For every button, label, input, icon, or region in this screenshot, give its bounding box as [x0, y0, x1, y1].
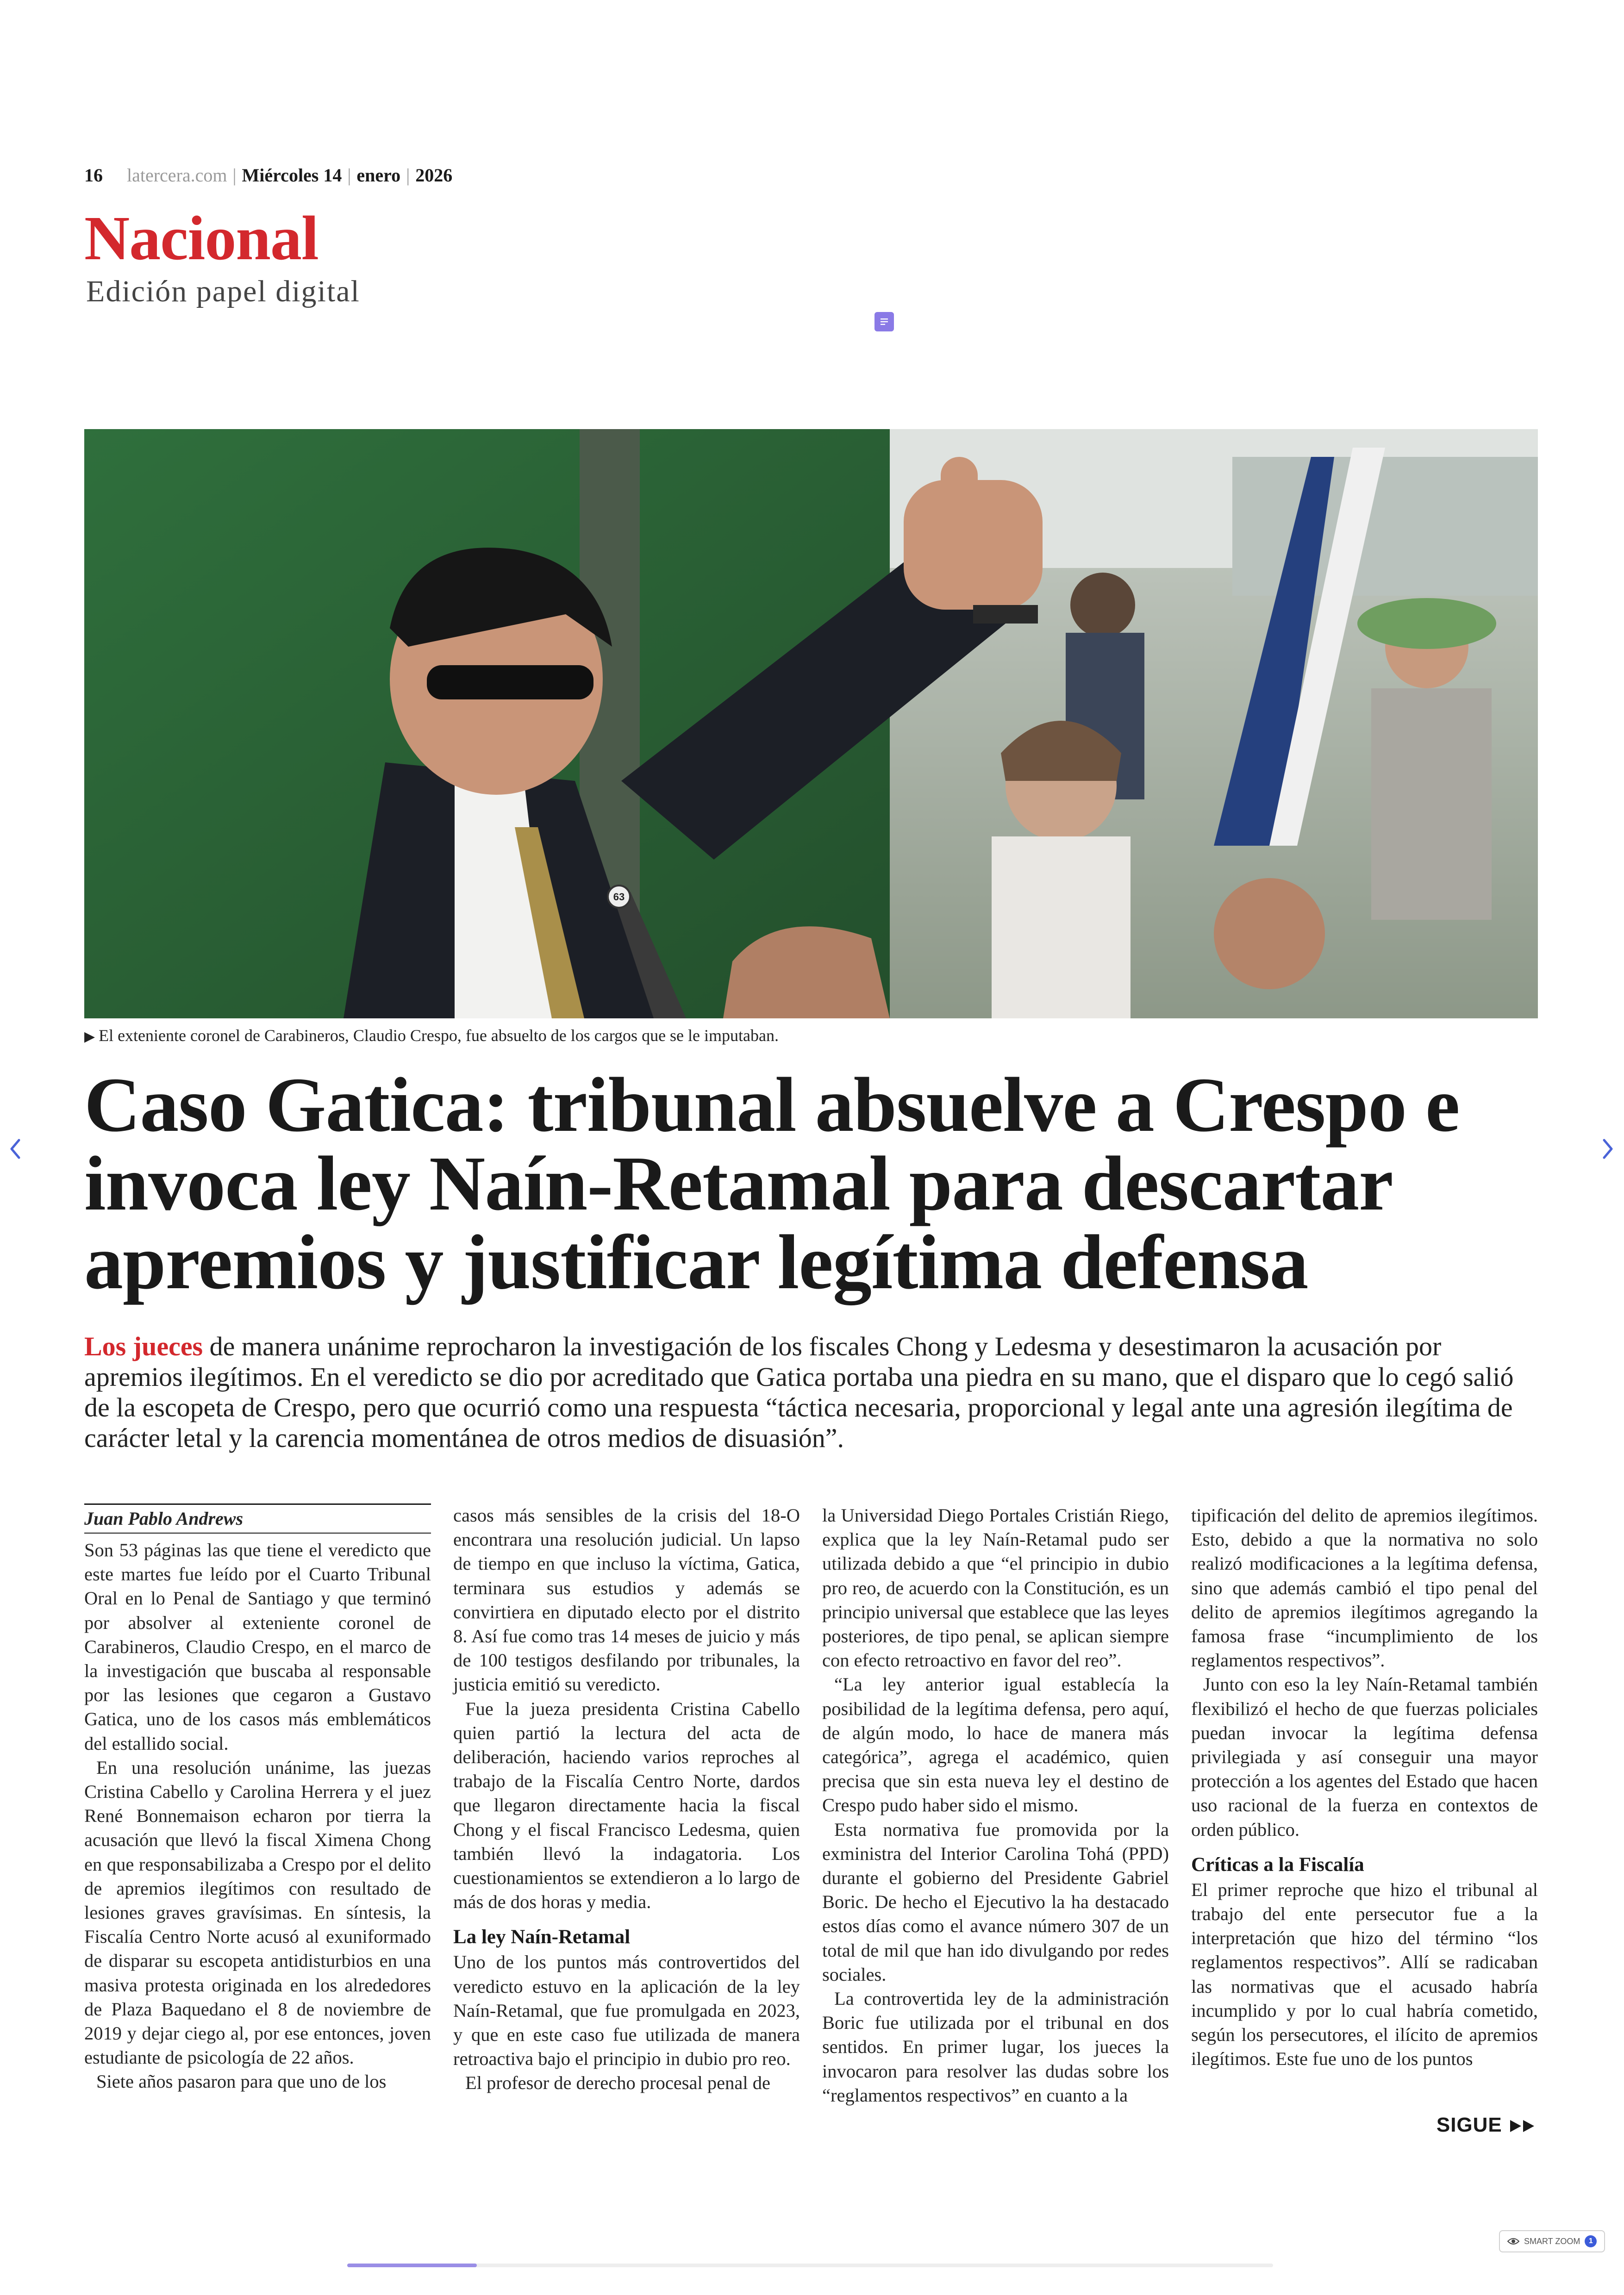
- caption-arrow-icon: ▶: [84, 1029, 95, 1044]
- photo-caption: [84, 1024, 1538, 1048]
- byline: Juan Pablo Andrews: [84, 1503, 431, 1534]
- reading-progress-fill: [347, 2264, 477, 2267]
- sunglasses: [427, 665, 593, 699]
- body-paragraph: Son 53 páginas las que tiene el veredicto que este martes fue leído por el Cuarto Tribunal Oral en lo Penal de Santiago y que terminó por absolver al exteniente coronel de Carabineros, Claudio Crespo, en el marco de la investigación que buscaba al responsable por las lesiones que cegaron a Gustavo Gatica, uno de los casos más emblemáticos del estallido social.: [84, 1540, 431, 1754]
- headline: [84, 1062, 1566, 1305]
- body-paragraph: Siete años pasaron para que uno de los: [96, 2071, 387, 2092]
- menu-icon[interactable]: [874, 312, 894, 331]
- body-paragraph: El profesor de derecho procesal penal de: [465, 2072, 770, 2094]
- folio-divider: |: [347, 164, 351, 186]
- lead-paragraph: [84, 1331, 1519, 1453]
- menu-lines-icon: [878, 316, 890, 328]
- headline-line-1: Caso Gatica: tribunal absuelve a Crespo e: [84, 1062, 1460, 1148]
- article-body: [84, 1503, 1538, 2114]
- lead-text: de manera unánime reprocharon la investigación de los fiscales Chong y Ledesma y desestimaron la acusación por apremios ilegítimos. En el veredicto se dio por acreditado que Gatica portaba una piedra en su mano, que el disparo que lo cegó salió de la escopeta de Crespo, pero que ocurrió como una respuesta “táctica necesaria, proporcional y legal ante una agresión ilegítima de carácter letal y la carencia momentánea de otros medios de disuasión”.: [84, 1331, 1514, 1453]
- headline-line-3: apremios y justificar legítima defensa: [84, 1219, 1308, 1305]
- body-paragraph: Fue la jueza presidenta Cristina Cabello quien partió la lectura del acta de deliberación, haciendo varios reproches al trabajo de la Fiscalía Centro Norte, dardos que llegaron directamente hacia la fiscal Chong y el fiscal Francisco Ledesma, quien también llevó la indagatoria. Los cuestionamientos se extendieron a lo largo de más de dos horas y media.: [453, 1698, 800, 1913]
- site-name: latercera.com: [127, 164, 227, 186]
- body-paragraph: Esta normativa fue promovida por la exministra del Interior Carolina Tohá (PPD) durante el gobierno del Presidente Gabriel Boric. De hecho el Ejecutivo la ha destacado estos días como el avance número 307 de un total de mil que han ido divulgando por redes sociales.: [822, 1819, 1169, 1985]
- article-column-3: [822, 1503, 1169, 2114]
- edition-label: Edición papel digital: [86, 274, 360, 308]
- subheading-nain-retamal: La ley Naín-Retamal: [453, 1926, 631, 1948]
- eye-icon: [1507, 2237, 1519, 2245]
- chevron-right-icon[interactable]: [1599, 1135, 1618, 1163]
- body-paragraph: la Universidad Diego Portales Cristián Riego, explica que la ley Naín-Retamal pudo ser utilizada debido a que “el principio in dubio pro reo, de acuerdo con la Constitución, es un principio universal que establece que las leyes posteriores, de tipo penal, se aplican siempre con efecto retroactivo en favor del reo”.: [822, 1505, 1169, 1671]
- caption-text: El exteniente coronel de Carabineros, Claudio Crespo, fue absuelto de los cargos que se le imputaban.: [99, 1026, 779, 1045]
- date-month: enero: [356, 164, 401, 186]
- subheading-criticas: Críticas a la Fiscalía: [1191, 1853, 1364, 1876]
- body-paragraph: Junto con eso la ley Naín-Retamal también flexibilizó el hecho de que fuerzas policiales puedan invocar la legítima defensa privilegiada y así conseguir una mayor protección a los agentes del Estado que hacen uso racional de la fuerza en contextos de orden público.: [1191, 1674, 1538, 1840]
- body-paragraph: En una resolución unánime, las juezas Cristina Cabello y Carolina Herrera y el juez René Bonnemaison echaron por tierra la acusación que llevó la fiscal Ximena Chong en que responsabilizaba a Crespo por el delito de apremios ilegítimos con resultado de lesiones graves gravísimas. En síntesis, la Fiscalía Centro Norte acusó al exuniformado de disparar su escopeta antidisturbios en una masiva protesta originada en los alrededores de Plaza Baquedano el 8 de noviembre de 2019 y dejar ciego al, por ese entonces, joven estudiante de psicología de 22 años.: [84, 1757, 431, 2068]
- lead-photo: [84, 429, 1538, 1018]
- page-folio: [84, 162, 452, 188]
- play-arrow-icon: [1508, 2118, 1538, 2134]
- continues-label: SIGUE: [1436, 2114, 1502, 2136]
- article-column-1: [84, 1503, 431, 2114]
- chevron-left-icon[interactable]: [6, 1135, 24, 1163]
- smart-zoom-button[interactable]: [1499, 2230, 1605, 2252]
- body-paragraph: casos más sensibles de la crisis del 18-O encontrara una resolución judicial. Un lapso de tiempo en que incluso la víctima, Gatica, terminara sus estudios y además se convirtiera en diputado electo por el distrito 8. Así fue como tras 14 meses de juicio y más de 100 testigos desfilando por tribunales, la justicia emitió su veredicto.: [453, 1505, 800, 1695]
- body-paragraph: “La ley anterior igual establecía la posibilidad de la legítima defensa, pero aquí, de algún modo, lo hace de manera más categórica”, agrega el académico, quien precisa que sin esta nueva ley el destino de Crespo pudo haber sido el mismo.: [822, 1674, 1169, 1816]
- date-year: 2026: [415, 164, 453, 186]
- reading-progress-bar[interactable]: [347, 2264, 1273, 2267]
- section-title: Nacional: [84, 204, 319, 273]
- body-paragraph: Uno de los puntos más controvertidos del veredicto estuvo en la aplicación de la ley Naín-Retamal, que fue promulgada en 2023, y que en este caso fue utilizada de manera retroactiva bajo el principio in dubio pro reo.: [453, 1952, 800, 2070]
- date-day: Miércoles 14: [242, 164, 342, 186]
- article-column-4: [1191, 1503, 1538, 2114]
- article-column-2: [453, 1503, 800, 2114]
- body-paragraph: tipificación del delito de apremios ilegítimos. Esto, debido a que la normativa no solo realizó modificaciones a la legítima defensa, sino que además cambió el tipo penal del delito de apremios ilegítimos agregando la famosa frase “incumplimiento de los reglamentos respectivos”.: [1191, 1505, 1538, 1671]
- smart-zoom-badge: 1: [1585, 2235, 1597, 2247]
- body-paragraph: El primer reproche que hizo el tribunal al trabajo del ente persecutor fue a la interpretación que hizo del término “los reglamentos respectivos”. Allí se radicaban las normativas que el acusado habría incumplido y por lo cual habría cometido, según los persecutores, el ilícito de apremios ilegítimos. Este fue uno de los puntos: [1191, 1879, 1538, 2070]
- lapel-pin-number: 63: [613, 891, 625, 903]
- page-number: 16: [84, 164, 103, 186]
- folio-divider: |: [406, 164, 410, 186]
- body-paragraph: La controvertida ley de la administración Boric fue utilizada por el tribunal en dos sentidos. En primer lugar, los jueces la invocaron para resolver las dudas sobre los “reglamentos respectivos” en cuanto a la: [822, 1988, 1169, 2106]
- folio-divider: |: [232, 164, 237, 186]
- continues-link[interactable]: [1437, 2114, 1538, 2137]
- lead-kicker: Los jueces: [84, 1331, 203, 1361]
- headline-line-2: invoca ley Naín-Retamal para descartar: [84, 1141, 1393, 1227]
- smart-zoom-label: SMART ZOOM: [1524, 2236, 1580, 2246]
